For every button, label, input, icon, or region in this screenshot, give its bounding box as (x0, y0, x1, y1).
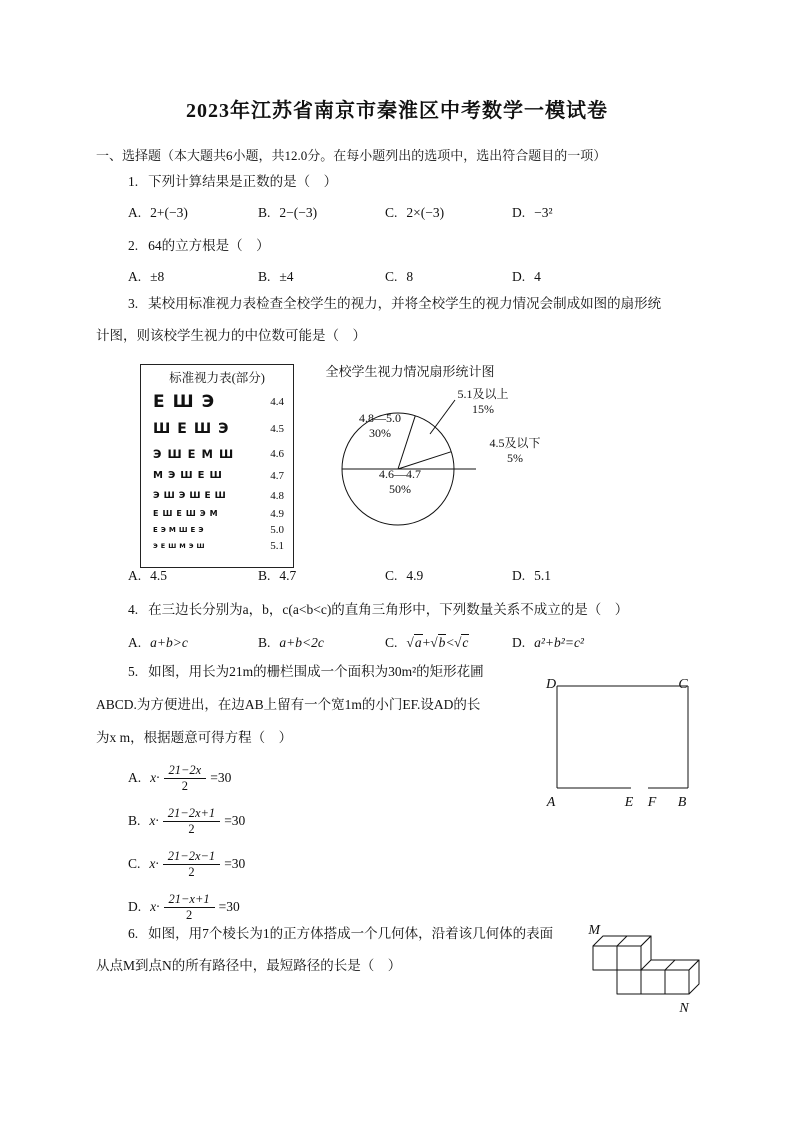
denominator: 2 (188, 821, 195, 836)
eye-chart-row (141, 442, 293, 465)
q2-options (128, 267, 541, 287)
pie-label-48-text: 4.8—5.0 (359, 411, 401, 425)
option-label: B. (128, 812, 141, 828)
option-text: 2×(−3) (406, 205, 445, 220)
option-text: 4.9 (406, 568, 424, 583)
q4-options (128, 633, 584, 653)
option-text: a+b>c (150, 635, 188, 650)
eye-value: 4.5 (270, 423, 284, 435)
q6-number: 6. (128, 926, 139, 941)
question-2-stem (96, 236, 270, 256)
option-lead: x· (149, 812, 159, 828)
vertex-label-d: D (545, 677, 557, 692)
eye-value: 4.7 (270, 469, 284, 482)
question-5-stem-line1 (96, 662, 484, 682)
pie-chart-title: 全校学生视力情况扇形统计图 (325, 364, 495, 379)
operator: < (446, 635, 454, 650)
option-lead: x· (150, 769, 160, 785)
eye-glyphs: ЕШЭ (153, 392, 223, 412)
radical-sign: √ (430, 635, 438, 650)
q3-stem-text2: 计图，则该校学生视力的中位数可能是（ ） (96, 328, 366, 343)
q2-number: 2. (128, 238, 139, 253)
fraction (163, 805, 220, 837)
eye-value: 4.9 (270, 507, 284, 520)
q5-stem-text1: 如图，用长为21m的栅栏围成一个面积为30m²的矩形花圃 (148, 664, 484, 679)
pie-label-45-pct: 5% (507, 451, 523, 465)
option-text: a²+b²=c² (534, 635, 584, 650)
option-label: B. (258, 568, 271, 583)
option-label: D. (512, 269, 526, 284)
question-3-stem-line1 (96, 294, 661, 314)
option-label: D. (512, 635, 526, 650)
eye-chart-row (141, 538, 293, 554)
q3-number: 3. (128, 296, 139, 311)
eye-value: 5.0 (270, 524, 284, 536)
option-label: B. (258, 205, 271, 220)
option-tail: =30 (218, 898, 240, 914)
q5-option-b (128, 799, 245, 842)
q5-stem-text2: ABCD.为方便进出，在边AB上留有一个宽1m的小门EF.设AD的长 (96, 697, 481, 712)
vertex-label-a: A (546, 795, 556, 810)
q2-option-c (385, 267, 512, 287)
radical (454, 634, 469, 650)
question-5-stem-line2 (96, 695, 480, 715)
option-label: A. (128, 769, 142, 785)
eye-glyphs: МЭШЕШ (153, 470, 227, 481)
option-text: 2+(−3) (150, 205, 188, 220)
option-label: A. (128, 568, 142, 583)
eye-chart-title: 标准视力表(部分) (169, 371, 265, 385)
q1-stem-text: 下列计算结果是正数的是（ ） (148, 174, 338, 189)
option-text: a+b<2c (279, 635, 324, 650)
vertex-label-c: C (678, 677, 688, 692)
eye-chart-row (141, 388, 293, 416)
option-text: 2−(−3) (279, 205, 318, 220)
eye-glyphs: ЕШЕШЭМ (153, 509, 222, 518)
option-text: ±4 (279, 269, 294, 284)
q4-option-a (128, 633, 258, 653)
question-5-stem-line3 (96, 728, 292, 748)
option-label: C. (385, 635, 398, 650)
eye-glyphs: ЭШЕМШ (153, 446, 240, 461)
radical (430, 634, 446, 650)
lower-front-face (617, 970, 689, 994)
option-tail: =30 (210, 769, 232, 785)
vertex-label-f: F (647, 795, 657, 810)
option-tail: =30 (224, 812, 246, 828)
option-label: C. (385, 205, 398, 220)
q3-option-a (128, 566, 258, 586)
pie-label-46 (370, 467, 430, 497)
pie-label-51-text: 5.1及以上 (457, 387, 509, 401)
numerator: 21−x+1 (164, 891, 215, 908)
pie-label-51-pct: 15% (472, 402, 494, 416)
option-text: −3² (534, 205, 553, 220)
option-label: B. (258, 635, 271, 650)
eye-glyphs: ЭШЭШЕШ (153, 490, 230, 501)
q3-option-c (385, 566, 512, 586)
q5-option-c (128, 842, 245, 885)
pie-label-48-pct: 30% (369, 426, 391, 440)
q1-option-b (258, 203, 385, 223)
operator: + (422, 635, 431, 650)
section-heading: 一、选择题（本大题共6小题，共12.0分。在每小题列出的选项中，选出符合题目的一项） (96, 148, 607, 163)
q3-option-d (512, 566, 551, 586)
question-4-stem (96, 600, 628, 620)
option-lead: x· (149, 855, 159, 871)
eye-chart-row (141, 416, 293, 442)
option-label: A. (128, 205, 142, 220)
q4-number: 4. (128, 602, 139, 617)
q4-option-c (385, 633, 512, 653)
q5-number: 5. (128, 664, 139, 679)
option-text: ±8 (150, 269, 165, 284)
option-tail: =30 (224, 855, 246, 871)
q4-option-b (258, 633, 385, 653)
eye-glyphs: ШЕШЭ (153, 421, 236, 437)
q5-option-a (128, 756, 231, 799)
q2-option-b (258, 267, 385, 287)
q6-stem-text2: 从点M到点N的所有路径中，最短路径的长是（ ） (96, 958, 402, 973)
pie-label-46-pct: 50% (389, 482, 411, 496)
numerator: 21−2x (164, 762, 207, 779)
eye-chart-row (141, 522, 293, 538)
point-label-m: M (588, 923, 600, 938)
q1-options (128, 203, 553, 223)
vertex-label-e: E (624, 795, 634, 810)
cube-solid-figure (585, 920, 715, 1025)
option-text: 4.7 (279, 568, 297, 583)
option-label: C. (385, 269, 398, 284)
eye-glyphs: ЕЭМШЕЭ (153, 526, 207, 534)
option-label: C. (385, 568, 398, 583)
radicand: c (462, 635, 469, 650)
q3-option-b (258, 566, 385, 586)
option-label: D. (512, 205, 526, 220)
question-6-stem-line2 (96, 956, 401, 976)
denominator: 2 (188, 864, 195, 879)
point-label-n: N (679, 1001, 689, 1016)
q2-option-d (512, 267, 541, 287)
eye-value: 4.8 (270, 489, 284, 502)
denominator: 2 (185, 907, 193, 922)
q6-stem-text1: 如图，用7个棱长为1的正方体搭成一个几何体，沿着该几何体的表面 (148, 926, 554, 941)
pie-label-45-text: 4.5及以下 (489, 436, 541, 450)
q4-stem-text: 在三边长分别为a，b，c(a<b<c)的直角三角形中，下列数量关系不成立的是（ ） (148, 602, 629, 617)
q5-stem-text3: 为x m，根据题意可得方程（ ） (96, 730, 293, 745)
option-text (406, 634, 469, 650)
page-title: 2023年江苏省南京市秦淮区中考数学一模试卷 (186, 100, 608, 122)
q1-option-d (512, 203, 553, 223)
question-1-stem (96, 172, 337, 192)
q1-option-c (385, 203, 512, 223)
numerator: 21−2x−1 (163, 848, 220, 865)
q5-option-d (128, 885, 240, 928)
pie-label-48 (350, 411, 410, 441)
denominator: 2 (181, 778, 188, 793)
eye-chart (140, 364, 294, 568)
q2-stem-text: 64的立方根是（ ） (148, 238, 270, 253)
radicand: a (414, 635, 422, 650)
vertex-label-b: B (677, 795, 687, 810)
option-label: A. (128, 635, 142, 650)
fraction (164, 891, 215, 923)
q3-stem-text1: 某校用标准视力表检查全校学生的视力，并将全校学生的视力情况会制成如图的扇形统 (148, 296, 662, 311)
option-label: C. (128, 855, 141, 871)
eye-chart-row (141, 486, 293, 505)
eye-value: 5.1 (270, 540, 284, 552)
option-label: B. (258, 269, 271, 284)
numerator: 21−2x+1 (163, 805, 220, 822)
option-label: A. (128, 269, 142, 284)
pie-label-45 (482, 436, 548, 466)
pie-label-51 (450, 387, 516, 417)
eye-glyphs: ЭЕШМЭШ (153, 542, 208, 550)
eye-chart-row (141, 465, 293, 486)
eye-chart-row (141, 505, 293, 522)
option-text: 4.5 (150, 568, 167, 583)
pie-label-46-text: 4.6—4.7 (379, 467, 421, 481)
option-text: 5.1 (534, 568, 551, 583)
radical-sign: √ (453, 635, 462, 650)
q4-option-d (512, 633, 584, 653)
radical-sign: √ (406, 635, 414, 650)
q2-option-a (128, 267, 258, 287)
radical (406, 634, 422, 650)
eye-value: 4.6 (270, 447, 284, 460)
option-label: D. (512, 568, 526, 583)
question-3-stem-line2 (96, 326, 366, 346)
radicand: b (438, 635, 446, 650)
option-label: D. (128, 898, 142, 914)
question-6-stem-line1 (96, 924, 553, 944)
eye-value: 4.4 (270, 396, 284, 408)
q3-options (128, 566, 551, 586)
option-lead: x· (150, 898, 160, 914)
q1-option-a (128, 203, 258, 223)
option-text: 4 (534, 269, 541, 284)
rectangle-garden-figure (545, 676, 695, 816)
fraction (163, 848, 220, 880)
fraction (164, 762, 207, 794)
option-text: 8 (406, 269, 414, 284)
q1-number: 1. (128, 174, 139, 189)
